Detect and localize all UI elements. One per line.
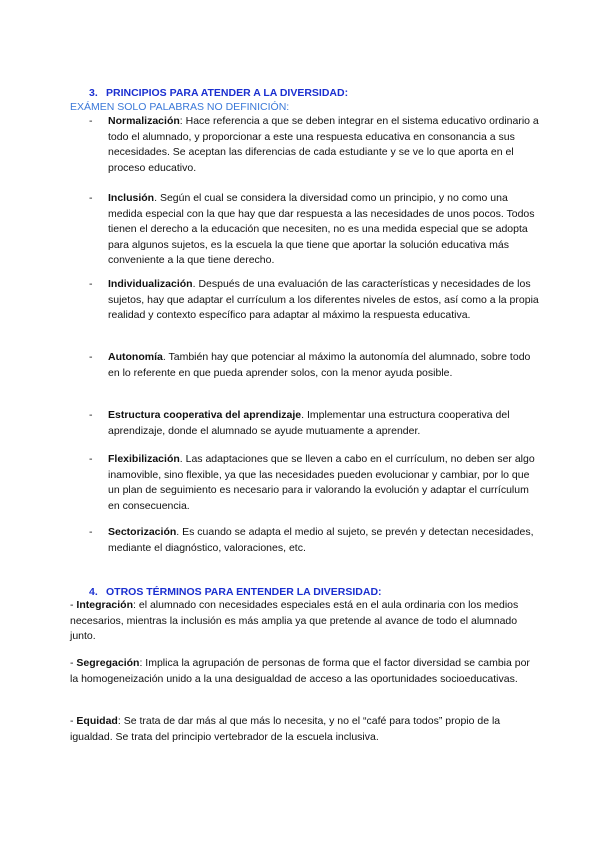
bullet-dash: - bbox=[89, 192, 93, 204]
item-term: Estructura cooperativa del aprendizaje bbox=[108, 409, 302, 421]
term-paragraph bbox=[70, 714, 532, 745]
term-paragraph bbox=[70, 656, 532, 687]
bullet-dash: - bbox=[89, 453, 93, 465]
item-text: Después de una evaluación de las características y necesidades de los sujetos, hay que adaptar el currículum a los diferentes niveles de estos, así como a la propia realidad y contexto específico para adaptar al máximo la respuesta educativa. bbox=[108, 278, 539, 322]
term-paragraph bbox=[70, 598, 532, 645]
para-separator: : bbox=[133, 599, 139, 611]
para-text: Se trata de dar más al que más lo necesita, y no el “café para todos” propio de la igualdad. Se trata del principio vertebrador de la escuela inclusiva. bbox=[70, 715, 501, 743]
section-4-heading bbox=[89, 585, 539, 599]
item-term: Flexibilización bbox=[108, 453, 180, 465]
bullet-dash: - bbox=[89, 115, 93, 127]
para-term: Integración bbox=[76, 599, 134, 611]
item-text: También hay que potenciar al máximo la autonomía del alumnado, sobre todo en lo referente en que pueda aprender solos, con la menor ayuda posible. bbox=[108, 351, 531, 379]
item-term: Normalización bbox=[108, 115, 180, 127]
exam-note: EXÁMEN SOLO PALABRAS NO DEFINICIÓN: bbox=[70, 101, 290, 113]
section-4-title: OTROS TÉRMINOS PARA ENTENDER LA DIVERSIDAD: bbox=[106, 586, 382, 598]
item-separator: . bbox=[162, 351, 169, 363]
para-term: Segregación bbox=[76, 657, 140, 669]
item-separator: : bbox=[179, 115, 186, 127]
para-prefix: - bbox=[70, 657, 77, 669]
para-term: Equidad bbox=[76, 715, 118, 727]
para-text: Implica la agrupación de personas de forma que el factor diversidad se cambia por la homogeneización unido a la una desigualdad de acceso a las oportunidades socioeducativas. bbox=[70, 657, 530, 685]
item-text: Implementar una estructura cooperativa del aprendizaje, donde el alumnado se ayude mutuamente a aprender. bbox=[108, 409, 510, 437]
section-3-title: PRINCIPIOS PARA ATENDER A LA DIVERSIDAD: bbox=[106, 87, 349, 99]
item-term: Sectorización bbox=[108, 526, 177, 538]
item-separator: . bbox=[154, 192, 160, 204]
section-3-number: 3. bbox=[89, 87, 98, 99]
para-text: el alumnado con necesidades especiales está en el aula ordinaria con los medios necesarios, mientras la inclusión es más amplia ya que pretende al avance de todo el alumnado junto. bbox=[70, 599, 519, 643]
section-4-number: 4. bbox=[89, 586, 98, 598]
para-separator: : bbox=[139, 657, 146, 669]
item-text: Es cuando se adapta el medio al sujeto, se prevén y detectan necesidades, mediante el diagnóstico, valoraciones, etc. bbox=[108, 526, 534, 554]
item-text: Según el cual se considera la diversidad como un principio, y no como una medida especial con la que hay que dar respuesta a las necesidades de unos pocos. Todos tienen el derecho a la educación que necesiten, no es una medida especial que se adopta para algunos sujetos, es la escuela la que tiene que aportar la solución educativa más conveniente a la que tiene derecho. bbox=[108, 192, 535, 267]
item-text: Las adaptaciones que se lleven a cabo en el currículum, no deben ser algo inamovible, sino flexible, ya que las necesidades pueden evolucionar y cambiar, por lo que un plan de seguimiento es necesario para ir valorando la evolución y adaptar el currículum en consecuencia. bbox=[108, 453, 535, 512]
item-term: Individualización bbox=[108, 278, 193, 290]
para-prefix: - bbox=[70, 599, 77, 611]
para-separator: : bbox=[117, 715, 124, 727]
item-text: Hace referencia a que se deben integrar en el sistema educativo ordinario a todo el alumnado, y proporcionar a este una respuesta educativa en consonancia a sus necesidades. Se aceptan las diferencias de cada estudiante y se ve lo que aporta en el proceso educativo. bbox=[108, 115, 539, 174]
bullet-dash: - bbox=[89, 278, 93, 290]
item-separator: . bbox=[301, 409, 307, 421]
item-separator: . bbox=[176, 526, 183, 538]
bullet-dash: - bbox=[89, 526, 93, 538]
item-separator: . bbox=[179, 453, 186, 465]
bullet-dash: - bbox=[89, 409, 93, 421]
item-term: Inclusión bbox=[108, 192, 155, 204]
bullet-dash: - bbox=[89, 351, 93, 363]
item-separator: . bbox=[192, 278, 199, 290]
section-3-heading bbox=[89, 86, 539, 100]
item-term: Autonomía bbox=[108, 351, 163, 363]
para-prefix: - bbox=[70, 715, 77, 727]
